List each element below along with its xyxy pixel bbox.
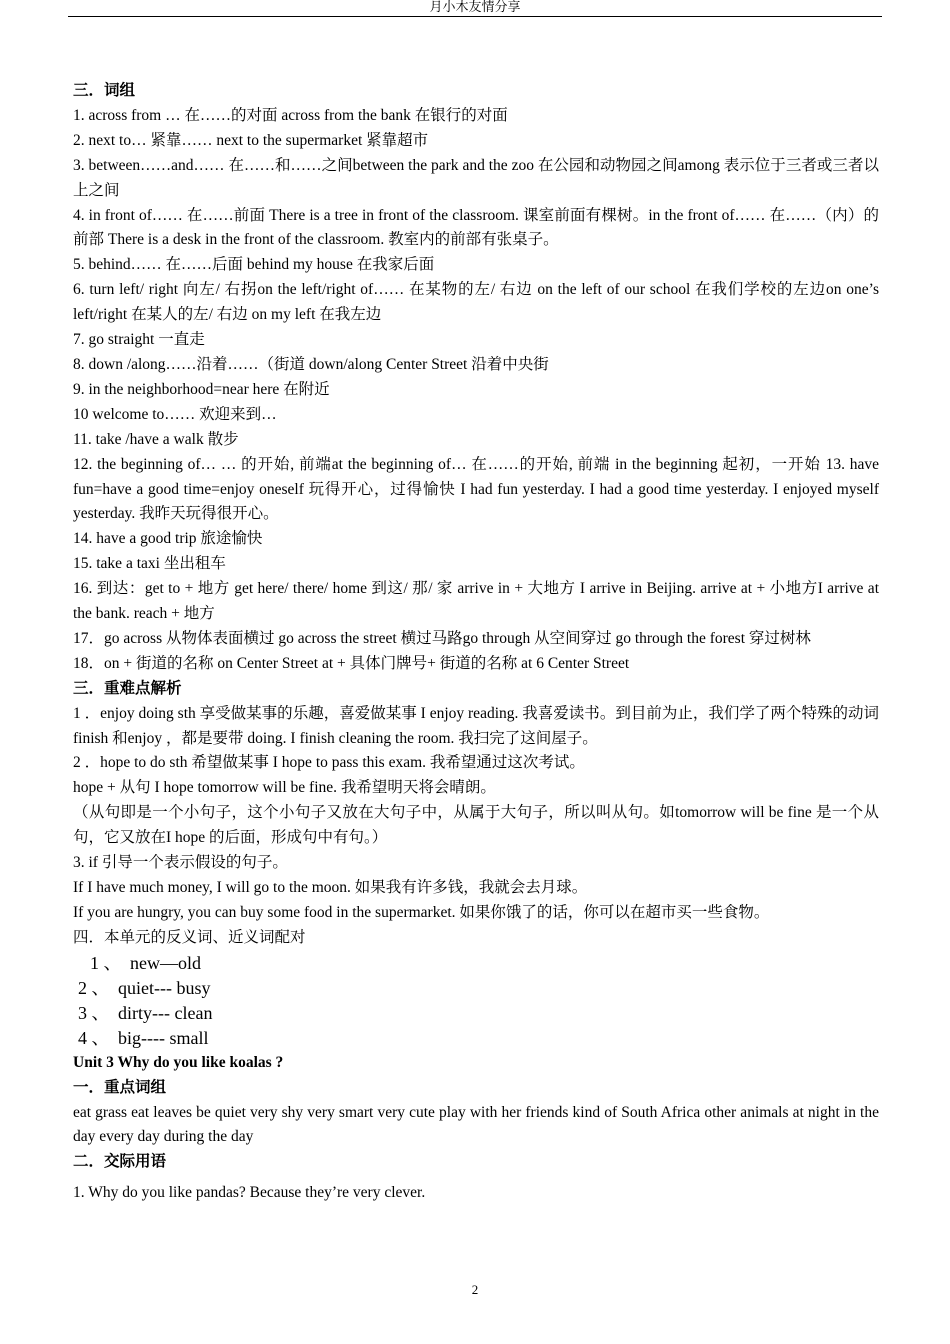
key-point-line: hope + 从句 I hope tomorrow will be fine. 我希望明天将会晴朗。	[73, 779, 496, 797]
key-point-line: If I have much money, I will go to the moon. 如果我有许多钱，我就会去月球。	[73, 879, 588, 896]
phrase-line: 3. between……and…… 在……和……之间between the park and the zoo 在公园和动物园之间among 表示位于三者或三者以上之间	[73, 156, 879, 199]
phrase-line: 7. go straight 一直走	[73, 331, 205, 349]
antonym-number: 2 、	[78, 977, 110, 998]
document-body	[73, 79, 879, 1206]
antonym-number: 3 、	[78, 1002, 110, 1023]
antonym-pair	[73, 951, 879, 976]
key-point-line: 2 ．hope to do sth 希望做某事 I hope to pass this exam. 我希望通过这次考试。	[73, 754, 585, 772]
antonym-text: quiet--- busy	[118, 977, 211, 998]
antonym-pair	[73, 976, 879, 1001]
phrase-line: 4. in front of…… 在……前面 There is a tree in front of the classroom. 课室前面有棵树。in the front of…… 在……（内）的前部 There is a desk in the front of the classroom. 教室内的前部有张桌子。	[73, 206, 879, 249]
section-heading-key-points: 三．重难点解析	[73, 679, 182, 697]
section-heading-communication: 二．交际用语	[73, 1153, 167, 1171]
phrase-line: 2. next to… 紧靠…… next to the supermarket 紧靠超市	[73, 131, 429, 149]
phrase-line: 11. take /have a walk 散步	[73, 430, 239, 448]
antonym-number: 4 、	[78, 1027, 110, 1048]
section-heading-phrases: 三．词组	[73, 82, 136, 99]
page-header: 月小木友情分享	[68, 0, 882, 17]
antonym-text: new—old	[130, 952, 201, 973]
page-number: 2	[471, 1282, 479, 1297]
section-heading-vocab: 一．重点词组	[73, 1078, 167, 1096]
antonym-pair	[73, 1001, 879, 1026]
key-point-line: 1 ．enjoy doing sth 享受做某事的乐趣，喜爱做某事 I enjoy reading. 我喜爱读书。到目前为止，我们学了两个特殊的动词finish 和enjoy ，都是要带 doing. I finish cleaning the room. 我扫完了这间屋子。	[73, 704, 879, 747]
antonym-number: 1 、	[90, 952, 122, 973]
phrase-line: 8. down /along……沿着……（街道 down/along Center Street 沿着中央街	[73, 355, 549, 373]
key-point-line: 3. if 引导一个表示假设的句子。	[73, 854, 288, 872]
key-point-line: If you are hungry, you can buy some food in the supermarket. 如果你饿了的话，你可以在超市买一些食物。	[73, 903, 770, 921]
antonym-pair	[73, 1026, 879, 1051]
phrase-line: 5. behind…… 在……后面 behind my house 在我家后面	[73, 256, 435, 274]
phrase-line: 16. 到达：get to + 地方 get here/ there/ home 到这/ 那/ 家 arrive in + 大地方 I arrive in Beijing. arrive at + 小地方I arrive at the bank. reach + 地方	[73, 580, 879, 623]
phrase-line: 9. in the neighborhood=near here 在附近	[73, 380, 330, 398]
section-heading-antonyms: 四．本单元的反义词、近义词配对	[73, 928, 306, 946]
phrase-line: 6. turn left/ right 向左/ 右拐on the left/right of…… 在某物的左/ 右边 on the left of our school 在我们学校的左边on one’s left/right 在某人的左/ 右边 on my left 在我左边	[73, 281, 879, 324]
vocab-line: eat grass eat leaves be quiet very shy very smart very cute play with her friends kind of South Africa other animals at night in the day every day during the day	[73, 1103, 879, 1146]
phrase-line: 1. across from … 在……的对面 across from the bank 在银行的对面	[73, 106, 508, 124]
antonym-text: dirty--- clean	[118, 1002, 213, 1023]
key-point-line: （从句即是一个小句子，这个小句子又放在大句子中，从属于大句子，所以叫从句。如tomorrow will be fine 是一个从句，它又放在I hope 的后面，形成句中有句。）	[73, 804, 879, 847]
antonym-text: big---- small	[118, 1027, 209, 1048]
phrase-line: 17．go across 从物体表面横过 go across the street 横过马路go through 从空间穿过 go through the forest 穿过树林	[73, 629, 811, 647]
phrase-line: 15. take a taxi 坐出租车	[73, 555, 226, 573]
phrase-line: 10 welcome to…… 欢迎来到…	[73, 405, 277, 423]
phrase-line: 14. have a good trip 旅途愉快	[73, 530, 263, 548]
phrase-line: 12. the beginning of… … 的开始, 前端at the beginning of… 在……的开始, 前端 in the beginning 起初，一开始 13. have fun=have a good time=enjoy oneself 玩得开心，过得愉快 I had fun yesterday. I had a good time yesterday. I enjoyed myself yesterday. 我昨天玩得很开心。	[73, 455, 879, 523]
unit-title: Unit 3 Why do you like koalas ?	[73, 1053, 284, 1071]
communication-line: 1. Why do you like pandas? Because they’re very clever.	[73, 1184, 426, 1202]
phrase-line: 18．on + 街道的名称 on Center Street at + 具体门牌号+ 街道的名称 at 6 Center Street	[73, 654, 630, 672]
